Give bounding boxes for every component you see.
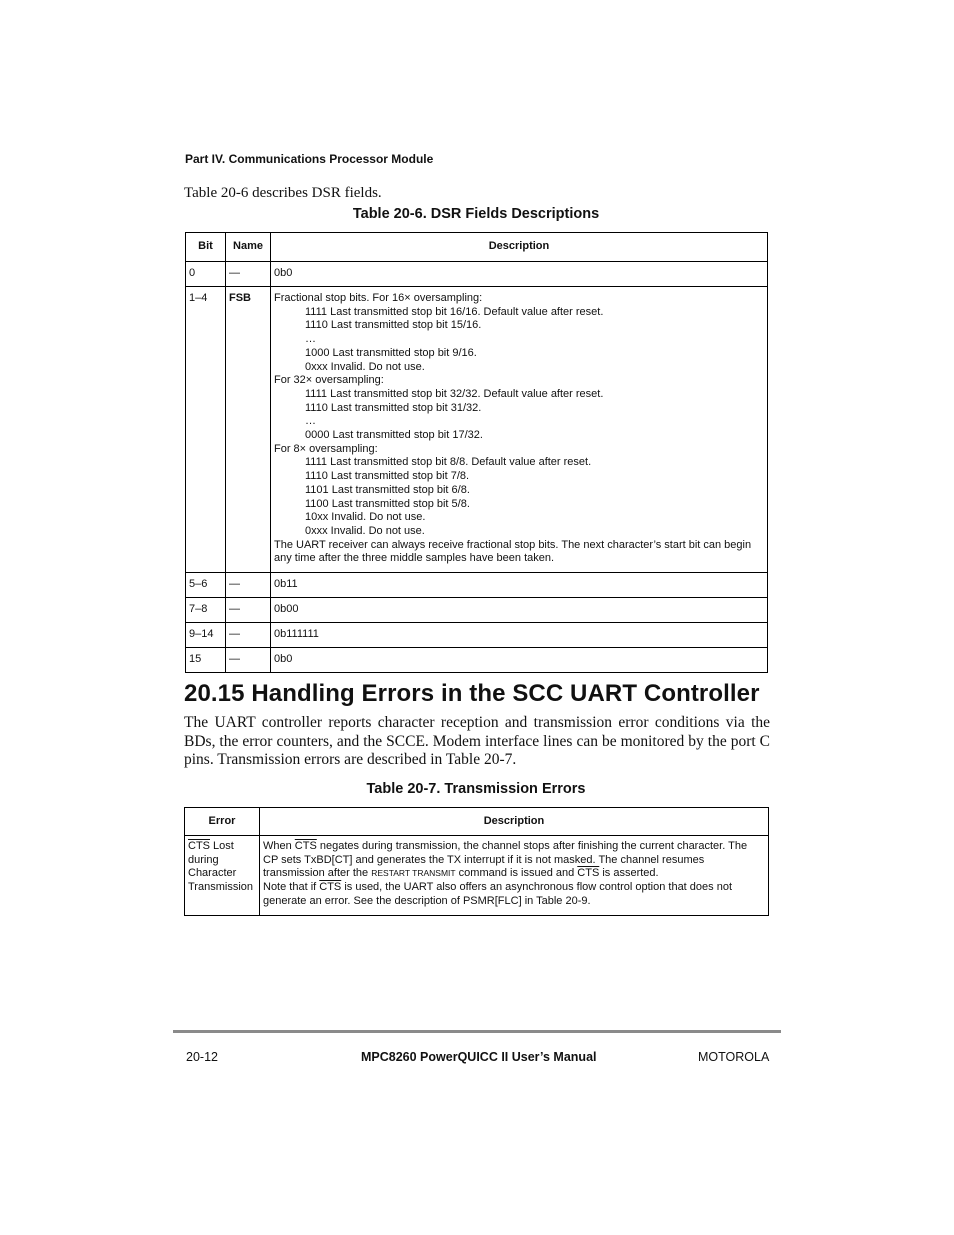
running-header: Part IV. Communications Processor Module: [185, 152, 434, 166]
dsr-fields-table: [185, 232, 768, 673]
desc-line: 1110 Last transmitted stop bit 15/16.: [305, 319, 482, 332]
cell-name: —: [226, 262, 271, 287]
col-header-description: Description: [271, 233, 768, 262]
desc-line: Fractional stop bits. For 16× oversampling:: [274, 292, 483, 304]
table-row: [186, 262, 768, 287]
cell-name: —: [226, 598, 271, 623]
cell-bit: 1–4: [186, 287, 226, 573]
desc-line: 1111 Last transmitted stop bit 32/32. Default value after reset.: [305, 387, 604, 400]
cell-bit: 0: [186, 262, 226, 287]
desc-line: The UART receiver can always receive fractional stop bits. The next character’s start bit can begin any time after the three middle samples have been taken.: [274, 538, 752, 565]
section-paragraph: The UART controller reports character reception and transmission error conditions via the BDs, the error counters, and the SCCE. Modem interface lines can be monitored by the port C pins. Transmission errors are described in Table 20-7.: [184, 714, 770, 769]
table1-caption: Table 20-6. DSR Fields Descriptions: [352, 206, 600, 222]
cts-signal-label: CTS: [188, 840, 210, 852]
table-row: [186, 598, 768, 623]
desc-line: 1111 Last transmitted stop bit 16/16. Default value after reset.: [305, 305, 604, 318]
table-row: [186, 573, 768, 598]
manual-title: MPC8260 PowerQUICC II User’s Manual: [361, 1050, 597, 1064]
desc-text: negates during transmission, the channel stops after finishing the current character. The CP sets TxBD[CT] and generates the TX interrupt if it is not masked. The channel resumes transmission after the: [263, 840, 748, 880]
desc-text: is used, the UART also offers an asynchronous flow control option that does not generate an error. See the description of PSMR[FLC] in Table 20-9.: [263, 881, 732, 907]
desc-text: is asserted.: [599, 867, 659, 880]
desc-line: 1110 Last transmitted stop bit 31/32.: [305, 401, 482, 414]
cell-description: 0b0: [271, 648, 768, 673]
desc-line: …: [305, 415, 316, 428]
brand-name: MOTOROLA: [698, 1050, 770, 1064]
desc-paragraph: [263, 881, 765, 908]
cell-bit: 15: [186, 648, 226, 673]
desc-line: …: [305, 333, 316, 346]
desc-line: 1100 Last transmitted stop bit 5/8.: [305, 497, 470, 510]
desc-paragraph: [263, 840, 765, 881]
cell-description: 0b11: [271, 573, 768, 598]
cts-signal-label: CTS: [577, 867, 600, 880]
col-header-error: Error: [185, 808, 260, 836]
desc-line: 1000 Last transmitted stop bit 9/16.: [305, 346, 477, 359]
cell-bit: 9–14: [186, 623, 226, 648]
restart-transmit-command: RESTART TRANSMIT: [371, 868, 456, 879]
desc-line: For 8× oversampling:: [274, 442, 378, 455]
desc-text: When: [263, 840, 295, 852]
desc-line: 10xx Invalid. Do not use.: [305, 511, 426, 524]
desc-line: For 32× oversampling:: [274, 374, 384, 387]
cell-name: —: [226, 623, 271, 648]
table-row: [186, 287, 768, 573]
desc-line: 1101 Last transmitted stop bit 6/8.: [305, 483, 470, 496]
table-row: [186, 623, 768, 648]
footer-rule: [173, 1030, 781, 1033]
col-header-bit: Bit: [186, 233, 226, 262]
cell-bit: 7–8: [186, 598, 226, 623]
cell-name: —: [226, 648, 271, 673]
table-row: [186, 648, 768, 673]
intro-text: Table 20-6 describes DSR fields.: [184, 185, 382, 201]
desc-line: 0000 Last transmitted stop bit 17/32.: [305, 429, 483, 442]
cell-description: 0b0: [271, 262, 768, 287]
cts-signal-label: CTS: [294, 840, 317, 852]
table-header-row: [186, 233, 768, 262]
page-number: 20-12: [186, 1050, 218, 1064]
table-row: [185, 836, 769, 916]
table2-caption: Table 20-7. Transmission Errors: [366, 781, 586, 797]
cell-error: [185, 836, 260, 916]
cts-signal-label: CTS: [319, 881, 342, 894]
error-name-text: Lost during Character Transmission: [188, 840, 253, 894]
desc-line: 1110 Last transmitted stop bit 7/8.: [305, 470, 470, 483]
cell-name: FSB: [226, 287, 271, 573]
col-header-description: Description: [260, 808, 769, 836]
desc-line: 0xxx Invalid. Do not use.: [305, 524, 425, 537]
cell-description: 0b00: [271, 598, 768, 623]
transmission-errors-table: [184, 807, 769, 916]
desc-line: 1111 Last transmitted stop bit 8/8. Default value after reset.: [305, 456, 592, 469]
cell-description: [260, 836, 769, 916]
desc-text: command is issued and: [455, 867, 578, 880]
cell-description: [271, 287, 768, 573]
table-header-row: [185, 808, 769, 836]
cell-name: —: [226, 573, 271, 598]
col-header-name: Name: [226, 233, 271, 262]
desc-line: 0xxx Invalid. Do not use.: [305, 360, 425, 373]
desc-text: Note that if: [263, 881, 320, 894]
cell-bit: 5–6: [186, 573, 226, 598]
section-title: 20.15 Handling Errors in the SCC UART Controller: [184, 680, 760, 707]
cell-description: 0b111111: [271, 623, 768, 648]
